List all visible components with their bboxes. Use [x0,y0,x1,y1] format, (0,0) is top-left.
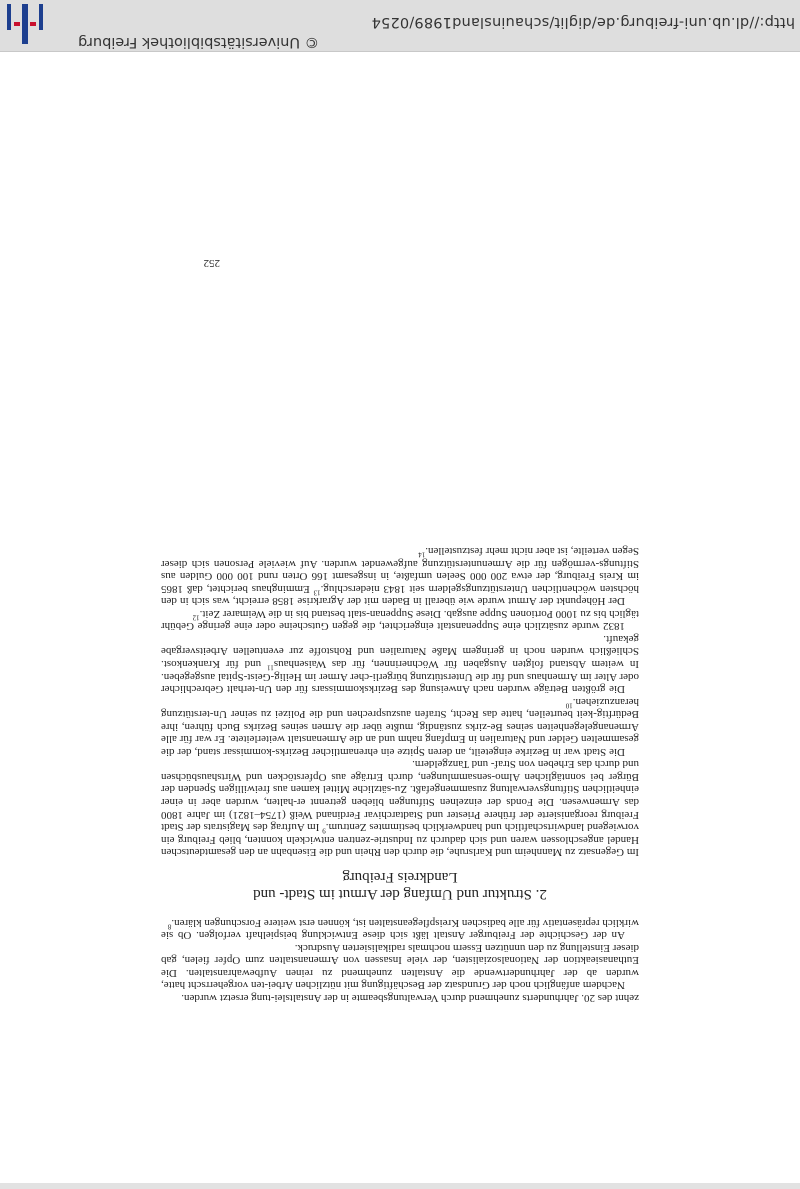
paragraph-text: Die größten Beträge wurden nach Anweisung des Bezirkskommissars für den Un-terhalt Gebrechlicher oder Alter im Armenhaus und für die Unterstützung bürgerli-cher Armer im Heilig-Geist-Spital ausgegeben. In weitem Abstand folgten Ausgaben für Wöchnerinnen, für das Waisenhaus [161,657,639,696]
permalink-url[interactable]: http://dl.ub.uni-freiburg.de/diglit/schauinsland1989/0254 [371,14,795,30]
paragraph-text-continued: und für Krankenkost. Schließlich wurden noch in geringem Maße Naturalien und Rohstoffe zur eventuellen Arbeitsvergabe gekauft. [161,632,639,670]
footnote-ref: 13 [313,588,321,597]
footnote-ref: 9 [322,826,326,835]
footnote-ref: 11 [267,663,274,672]
footer-bar [0,0,800,52]
paragraph-text-continued: Emminghaus berichtet, daß 1865 im Kreis Freiburg, der etwa 200 000 Seelen umfaßte, in insgesamt 166 Orten rund 100 000 Gulden aus Stiftungs-vermögen für die Armenunterstützung aufgewendet wurden. Auf wieviele Personen sich dieser Segen verteilte, ist aber nicht mehr festzustellen. [161,545,639,595]
paragraph-text: Die Stadt war in Bezirke eingeteilt, an deren Spitze ein ehrenamtlicher Bezirks-kommissar stand, der die gesammelten Gelder und Naturalien in Empfang nahm und an die Armenanstalt weiterleitete. Er war für alle Armenangelegenheiten seines Be-zirks zuständig, mußte über die Armen seines Bezirks Buch führen, ihre Bedürftig-keit beurteilen, hatte das Recht, Strafen auszusprechen und die Polizei zu seiner Un-terstützung heranzuziehen. [161,695,639,758]
paragraph-text: Der Höhepunkt der Armut wurde wie überall in Baden mit der Agrarkrise 1858 erreicht, was sich in den höchsten wöchentlichen Unterstützungsgeldern seit 1843 niederschlug. [161,582,639,608]
intro-paragraph-3-text: An der Geschichte der Freiburger Anstalt läßt sich diese Entwicklung beispielhaft verfolgen. Ob sie wirklich repräsentativ für alle badischen Kreispflegeanstalten ist, können erst weitere Forschungen klären. [161,916,639,942]
body-paragraph [161,607,639,632]
paragraph-text: Im Gegensatz zu Mannheim und Karlsruhe, die durch den Rhein und die Eisenbahn an den gesamtdeutschen Handel angeschlossen waren und sich dadurch zu Industrie-zentren entwickeln konnten, blieb Freiburg ein vorwiegend landwirtschaftlich und handwerklich bestimmtes Zentrum. [161,821,639,859]
paragraph-text-continued: Im Auftrag des Magistrats der Stadt Freiburg reorganisierte der frühere Priester und Stadtarchivar Ferdinand Weiß (1754–1821) im Jahre 1800 das Armenwesen. Die Fonds der einzelnen Stiftungen blieben getrennt er-halten, wurden aber in einer einheitlichen Stiftungsverwaltung zusammengefaßt. Zu-sätzliche Mittel kamen aus freiwilligen Spenden der Bürger bei sonntäglichen Almo-sensammlungen, durch Erträge aus Opferstöcken und Wirtshausbüchsen und durch das Erheben von Straf- und Tanzgeldern. [161,758,639,834]
copyright-text: © Universitätsbibliothek Freiburg [78,34,320,50]
footnote-ref: 10 [565,701,573,710]
page-number: 252 [203,257,220,269]
intro-paragraph-3 [161,916,639,941]
body-paragraph [161,632,639,695]
page-content [161,545,639,1005]
viewer-bottom-strip [0,1183,800,1189]
footnote-ref: 14 [418,550,426,559]
intro-paragraph-2: Nachdem anfänglich noch der Grundsatz der Beschäftigung mit nützlichen Arbei-ten vorgeherrscht hatte, wurden ab der Jahrhundertwende die Anstalten zunehmend zu reinen Aufbewahranstalten. Die Euthanasieaktion der Nationalsozialisten, der viele Insassen von Armenanstalten zum Opfer fielen, gab dieser Einstellung zu den unnützen Essern nochmals radikalisierten Ausdruck. [161,941,639,992]
body-paragraph [161,545,639,608]
body-paragraphs [161,545,639,859]
university-library-logo-icon [5,4,45,44]
footnote-ref: 8 [167,922,172,931]
paragraph-text: 1832 wurde zusätzlich eine Suppenanstalt eingerichtet, die gegen Gutscheine oder eine geringe Gebühr täglich bis zu 1000 Portionen Suppe ausgab. Diese Suppenan-stalt bestand bis in die Weimarer Zeit. [161,607,639,633]
footnote-ref: 12 [192,613,200,622]
body-paragraph [161,695,639,758]
intro-paragraph-1: zehnt des 20. Jahrhunderts zunehmend durch Verwaltungsbeamte in der Anstaltslei-tung ersetzt wurden. [181,992,639,1004]
section-heading-line-1: 2. Struktur und Umfang der Armut im Stadt- und [253,886,547,903]
body-paragraph [161,758,639,858]
section-heading-line-2: Landkreis Freiburg [342,869,458,886]
section-heading [161,868,639,902]
